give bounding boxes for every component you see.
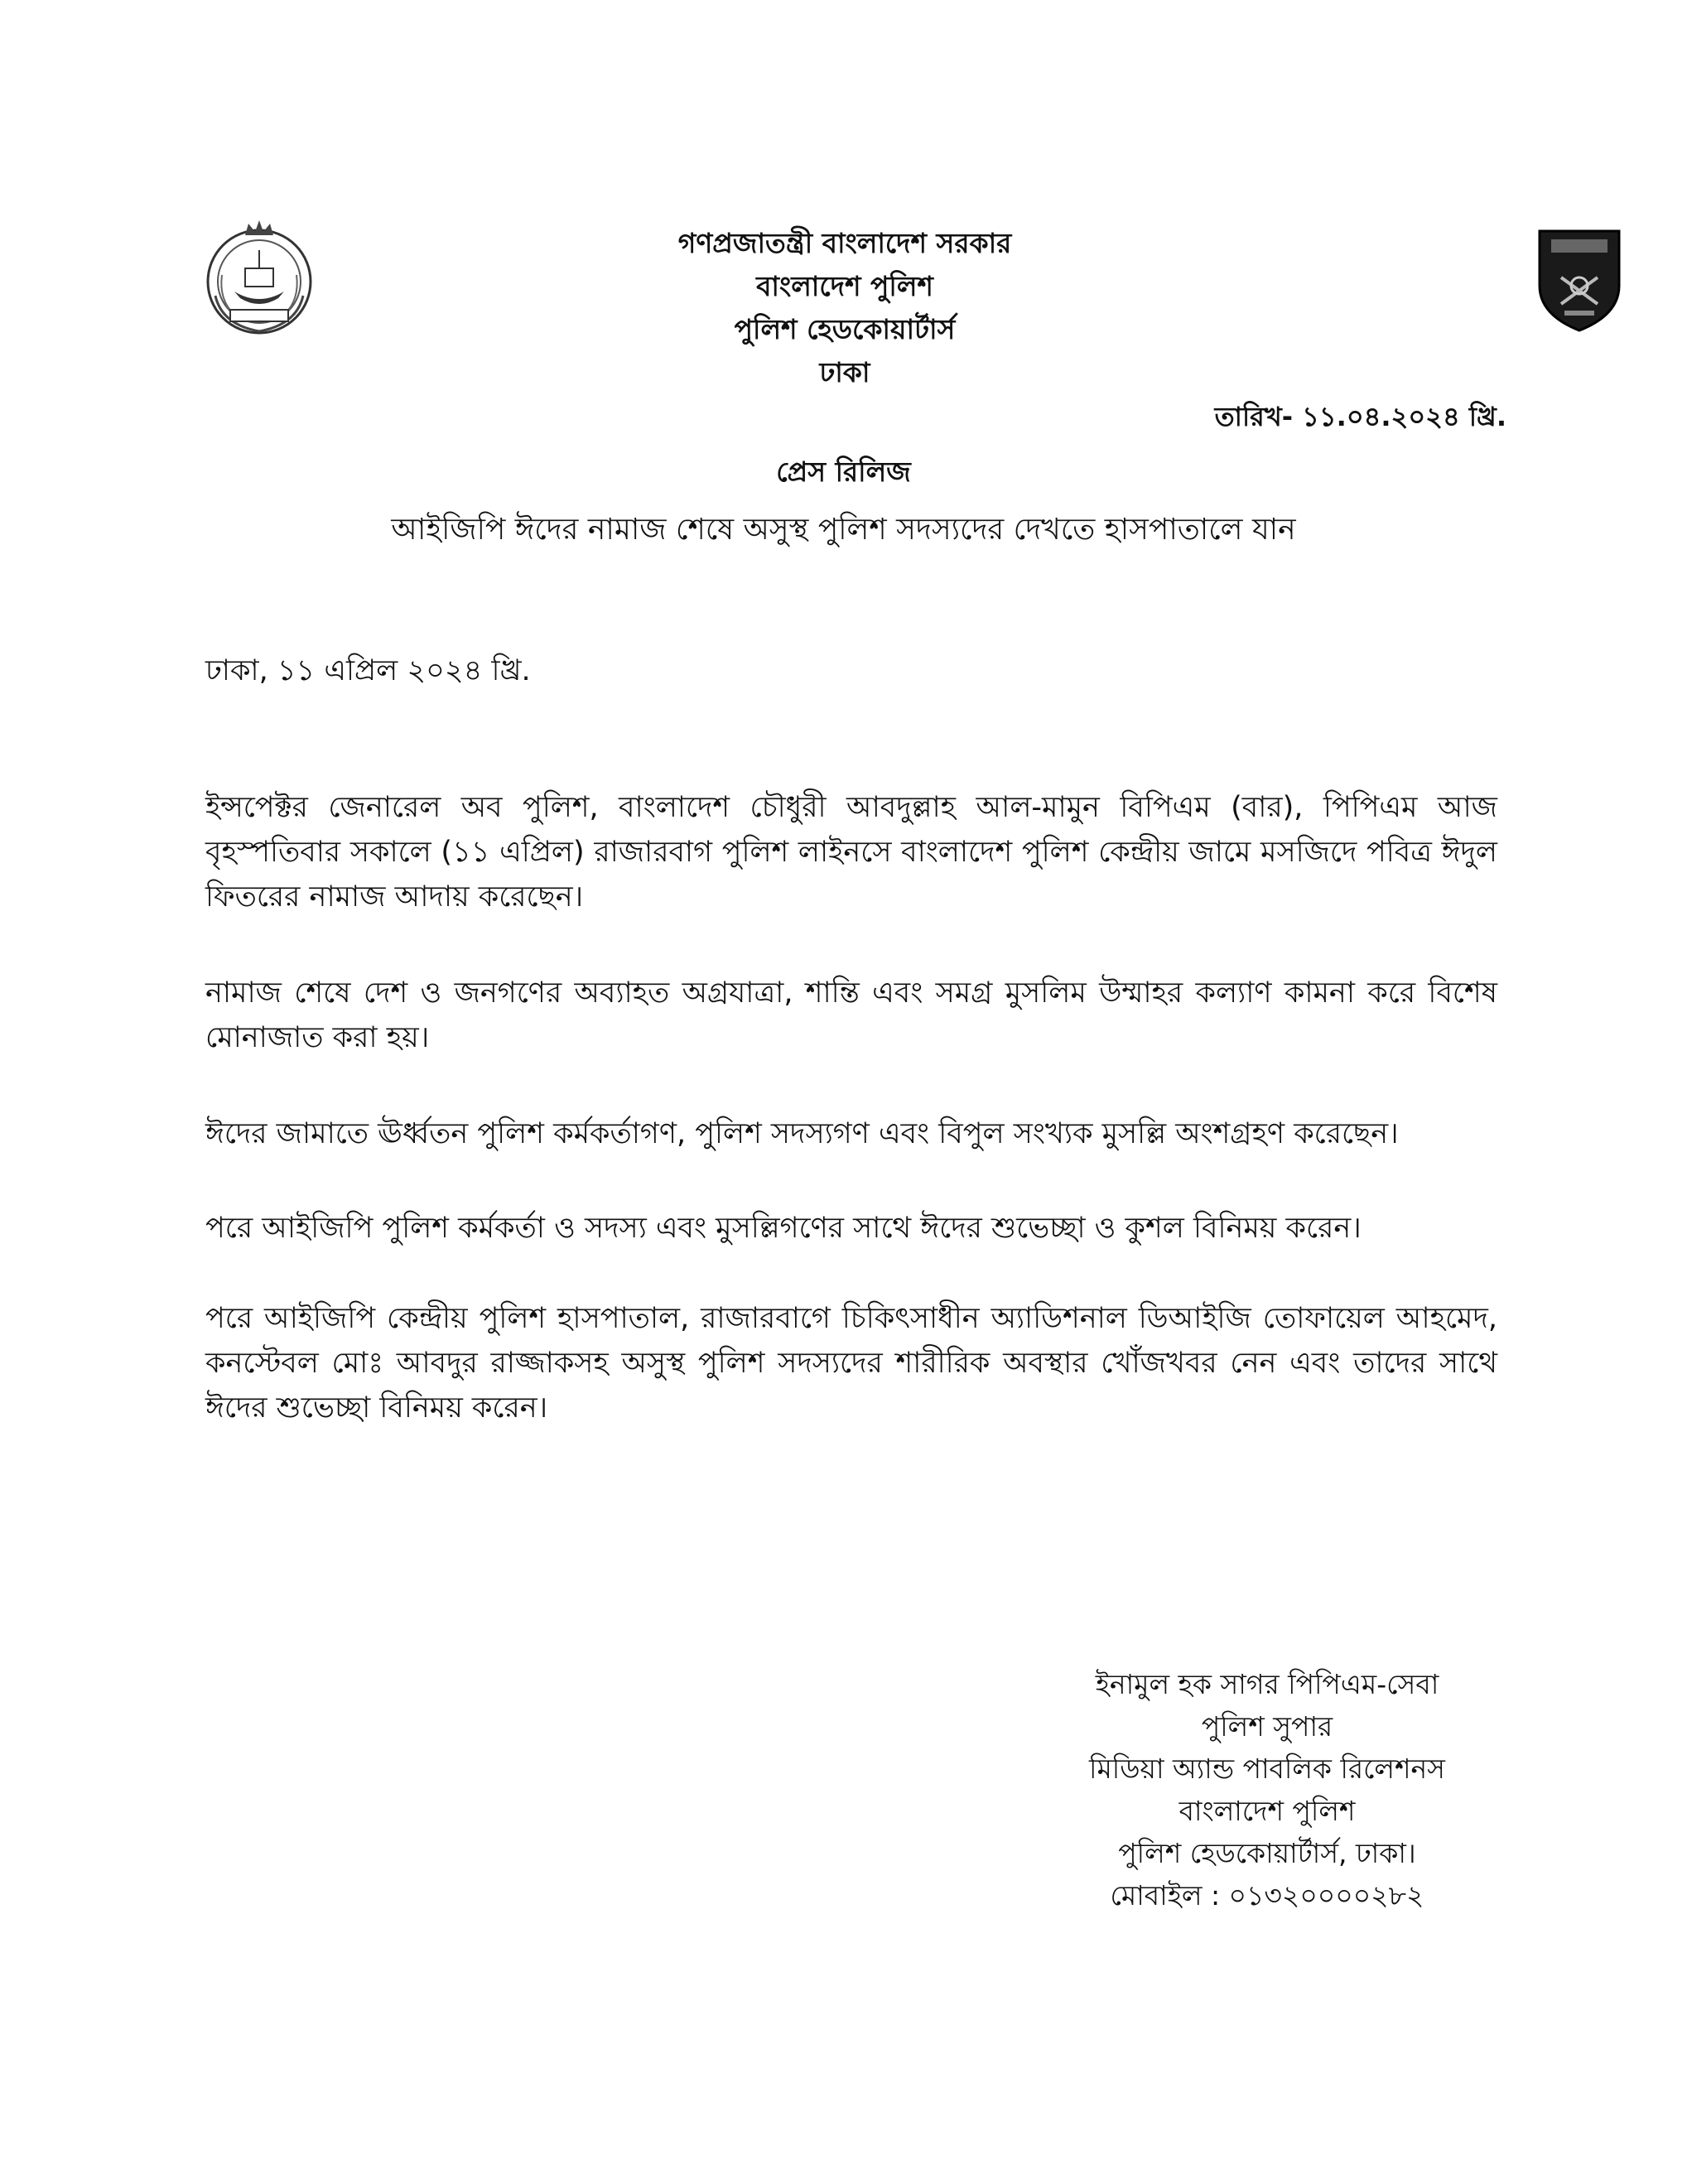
header-department: বাংলাদেশ পুলিশ — [756, 270, 933, 302]
police-emblem-icon — [197, 217, 321, 341]
header-office: পুলিশ হেডকোয়ার্টার্স — [734, 313, 956, 345]
body-paragraph: নামাজ শেষে দেশ ও জনগণের অব্যাহত অগ্রযাত্রা, শান্তি এবং সমগ্র মুসলিম উম্মাহর কল্যাণ কামনা করে বিশেষ মোনাজাত করা হয়। — [205, 976, 1497, 1054]
header-government: গণপ্রজাতন্ত্রী বাংলাদেশ সরকার — [677, 227, 1012, 259]
signatory-organization: বাংলাদেশ পুলিশ — [1178, 1795, 1356, 1827]
government-header — [563, 222, 1126, 394]
body-paragraph: পরে আইজিপি কেন্দ্রীয় পুলিশ হাসপাতাল, রাজারবাগে চিকিৎসাধীন অ্যাডিশনাল ডিআইজি তোফায়েল আহমেদ, কনস্টেবল মোঃ আবদুর রাজ্জাকসহ অসুস্থ পুলিশ সদস্যদের শারীরিক অবস্থার খোঁজখবর নেন এবং তাদের সাথে ঈদের শুভেচ্ছা বিনিময় করেন। — [205, 1302, 1497, 1425]
body-paragraph: ইন্সপেক্টর জেনারেল অব পুলিশ, বাংলাদেশ চৌধুরী আবদুল্লাহ আল-মামুন বিপিএম (বার), পিপিএম আজ বৃহস্পতিবার সকালে (১১ এপ্রিল) রাজারবাগ পুলিশ লাইনসে বাংলাদেশ পুলিশ কেন্দ্রীয় জামে মসজিদে পবিত্র ঈদুল ফিতরের নামাজ আদায় করেছেন। — [205, 791, 1497, 914]
shield-badge-icon — [1536, 228, 1622, 334]
signatory-name: ইনামুল হক সাগর পিপিএম-সেবা — [1095, 1668, 1439, 1700]
body-paragraph: পরে আইজিপি পুলিশ কর্মকর্তা ও সদস্য এবং মুসল্লিগণের সাথে ঈদের শুভেচ্ছা ও কুশল বিনিময় করেন। — [205, 1212, 1362, 1245]
body-paragraph: ঈদের জামাতে ঊর্ধ্বতন পুলিশ কর্মকর্তাগণ, পুলিশ সদস্যগণ এবং বিপুল সংখ্যক মুসল্লি অংশগ্রহণ করেছেন। — [205, 1117, 1399, 1150]
signatory-designation: পুলিশ সুপার — [1201, 1710, 1333, 1743]
signatory-office: পুলিশ হেডকোয়ার্টার্স, ঢাকা। — [1118, 1837, 1416, 1869]
signatory-mobile: মোবাইল : ০১৩২০০০০২৮২ — [1110, 1879, 1424, 1912]
signatory-department: মিডিয়া অ্যান্ড পাবলিক রিলেশনস — [1089, 1753, 1445, 1785]
dateline: ঢাকা, ১১ এপ্রিল ২০২৪ খ্রি. — [205, 654, 531, 687]
press-release-title: প্রেস রিলিজ — [776, 456, 911, 488]
signature-block — [1019, 1663, 1516, 1916]
document-date: তারিখ- ১১.০৪.২০২৪ খ্রি. — [1214, 401, 1506, 432]
header-city: ঢাকা — [819, 356, 870, 388]
headline: আইজিপি ঈদের নামাজ শেষে অসুস্থ পুলিশ সদস্যদের দেখতে হাসপাতালে যান — [391, 513, 1296, 547]
